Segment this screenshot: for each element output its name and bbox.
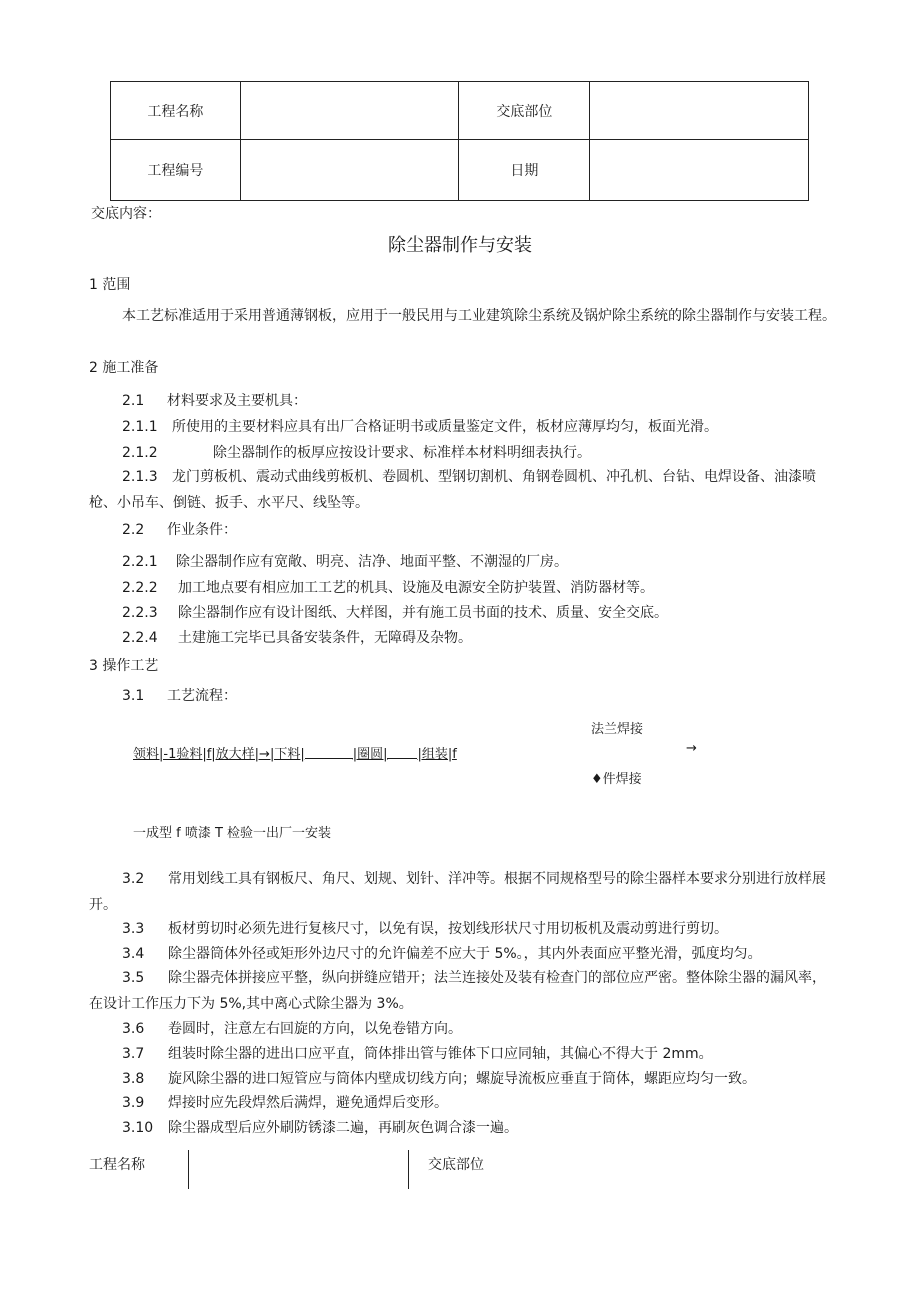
date-value[interactable] — [590, 140, 809, 201]
doc-title: 除尘器制作与安装 — [388, 235, 532, 256]
flow-main-segment-b: |圈圆| — [352, 747, 388, 762]
item-3-6 — [122, 1018, 462, 1038]
flow-blank-1 — [305, 745, 353, 759]
item-3-9 — [122, 1092, 448, 1112]
item-text: 龙门剪板机、震动式曲线剪板机、卷圆机、型钢切割机、角钢卷圆机、冲孔机、台钻、电焊设备、油漆喷枪、小吊车、倒链、扳手、水平尺、线坠等。 — [89, 469, 816, 511]
item-2-2-3 — [122, 602, 668, 622]
item-text: 除尘器制作的板厚应按设计要求、标准样本材料明细表执行。 — [213, 445, 591, 461]
item-text: 常用划线工具有钢板尺、角尺、划规、划针、洋冲等。根据不同规格型号的除尘器样本要求分别进行放样展开。 — [89, 871, 826, 913]
item-text: 板材剪切时必须先进行复核尺寸，以免有误，按划线形状尺寸用切板机及震动剪进行剪切。 — [168, 921, 728, 937]
handover-part-label: 交底部位 — [459, 82, 590, 140]
item-number: 2.2.4 — [122, 630, 158, 646]
item-text: 旋风除尘器的进口短管应与筒体内壁成切线方向；螺旋导流板应垂直于筒体，螺距应均匀一致。 — [168, 1071, 756, 1087]
item-2-1-2 — [122, 442, 591, 462]
footer-handover-part-label: 交底部位 — [428, 1157, 484, 1173]
item-number: 3.10 — [122, 1120, 154, 1136]
item-2-2 — [122, 519, 237, 539]
item-number: 2.1.2 — [122, 445, 158, 461]
item-3-3 — [122, 918, 728, 938]
flow-second-line: 一成型 f 喷漆 T 检验一出厂一安装 — [133, 826, 332, 841]
handover-part-value[interactable] — [590, 82, 809, 140]
project-name-value[interactable] — [240, 82, 459, 140]
flow-main-segment-c: |组装|f — [417, 747, 457, 762]
flow-top-branch: 法兰焊接 — [591, 722, 644, 737]
item-2-2-2 — [122, 577, 654, 597]
item-text: 除尘器制作应有宽敞、明亮、洁净、地面平整、不潮湿的厂房。 — [176, 554, 568, 570]
item-number: 2.2 — [122, 522, 145, 538]
item-2-2-4 — [122, 627, 472, 647]
item-number: 3.1 — [122, 688, 145, 704]
item-2-1 — [122, 390, 307, 410]
item-number: 3.4 — [122, 946, 145, 962]
item-text: 工艺流程： — [167, 688, 237, 704]
flow-bottom-branch: ♦件焊接 — [591, 772, 642, 787]
item-text: 材料要求及主要机具： — [167, 393, 307, 409]
item-text: 卷圆时，注意左右回旋的方向，以免卷错方向。 — [168, 1021, 462, 1037]
item-number: 3.7 — [122, 1046, 145, 1062]
header-table — [110, 81, 809, 201]
item-text: 作业条件： — [167, 522, 237, 538]
item-3-4 — [122, 943, 762, 963]
footer-project-name-label: 工程名称 — [89, 1157, 145, 1173]
project-no-label: 工程编号 — [111, 140, 241, 201]
item-text: 焊接时应先段焊然后满焊，避免通焊后变形。 — [168, 1095, 448, 1111]
section-1-heading: 1 范围 — [89, 277, 131, 293]
item-text: 土建施工完毕已具备安装条件，无障碍及杂物。 — [178, 630, 472, 646]
item-number: 2.2.3 — [122, 605, 158, 621]
item-text: 组装时除尘器的进出口应平直，筒体排出管与锥体下口应同轴，其偏心不得大于 2mm。 — [168, 1046, 713, 1062]
footer-divider-1 — [188, 1150, 189, 1189]
item-number: 3.6 — [122, 1021, 145, 1037]
item-text: 除尘器成型后应外刷防锈漆二遍，再刷灰色调合漆一遍。 — [168, 1120, 518, 1136]
flow-arrow: → — [686, 741, 697, 756]
item-number: 3.5 — [122, 970, 145, 986]
item-text: 除尘器制作应有设计图纸、大样图，并有施工员书面的技术、质量、安全交底。 — [178, 605, 668, 621]
item-number: 2.2.2 — [122, 580, 158, 596]
section-3-heading: 3 操作工艺 — [89, 658, 159, 674]
section-1-body: 本工艺标准适用于采用普通薄钢板，应用于一般民用与工业建筑除尘系统及锅炉除尘系统的除尘器制作与安装工程。 — [122, 308, 836, 324]
project-name-label: 工程名称 — [111, 82, 241, 140]
item-3-8 — [122, 1068, 756, 1088]
item-2-2-1 — [122, 551, 568, 571]
date-label: 日期 — [459, 140, 590, 201]
content-label: 交底内容： — [91, 206, 161, 222]
item-3-7 — [122, 1043, 713, 1063]
item-number: 3.3 — [122, 921, 145, 937]
item-3-10 — [122, 1117, 518, 1137]
flow-main-line — [133, 743, 457, 762]
item-text: 所使用的主要材料应具有出厂合格证明书或质量鉴定文件，板材应薄厚均匀，板面光滑。 — [172, 419, 718, 435]
item-text: 加工地点要有相应加工工艺的机具、设施及电源安全防护装置、消防器材等。 — [178, 580, 654, 596]
flow-main-segment-a: 领料|-1验料|f|放大样|→|下料| — [133, 747, 305, 762]
project-no-value[interactable] — [240, 140, 459, 201]
item-text: 除尘器筒体外径或矩形外边尺寸的允许偏差不应大于 5%。，其内外表面应平整光滑，弧度均匀。 — [168, 946, 762, 962]
item-number: 2.2.1 — [122, 554, 158, 570]
item-number: 2.1.1 — [122, 419, 158, 435]
item-3-2 — [89, 866, 839, 918]
section-2-heading: 2 施工准备 — [89, 360, 159, 376]
item-number: 3.2 — [122, 871, 145, 887]
item-number: 3.8 — [122, 1071, 145, 1087]
item-3-1 — [122, 685, 237, 705]
item-number: 2.1.3 — [122, 469, 158, 485]
item-2-1-1 — [122, 416, 718, 436]
item-number: 3.9 — [122, 1095, 145, 1111]
item-3-5 — [89, 965, 839, 1017]
flow-blank-2 — [387, 745, 417, 759]
footer-divider-2 — [408, 1150, 409, 1189]
item-text: 除尘器壳体拼接应平整，纵向拼缝应错开；法兰连接处及装有检查门的部位应严密。整体除尘器的漏风率，在设计工作压力下为 5%,其中离心式除尘器为 3%。 — [89, 970, 826, 1012]
item-2-1-3 — [89, 464, 839, 516]
item-number: 2.1 — [122, 393, 145, 409]
